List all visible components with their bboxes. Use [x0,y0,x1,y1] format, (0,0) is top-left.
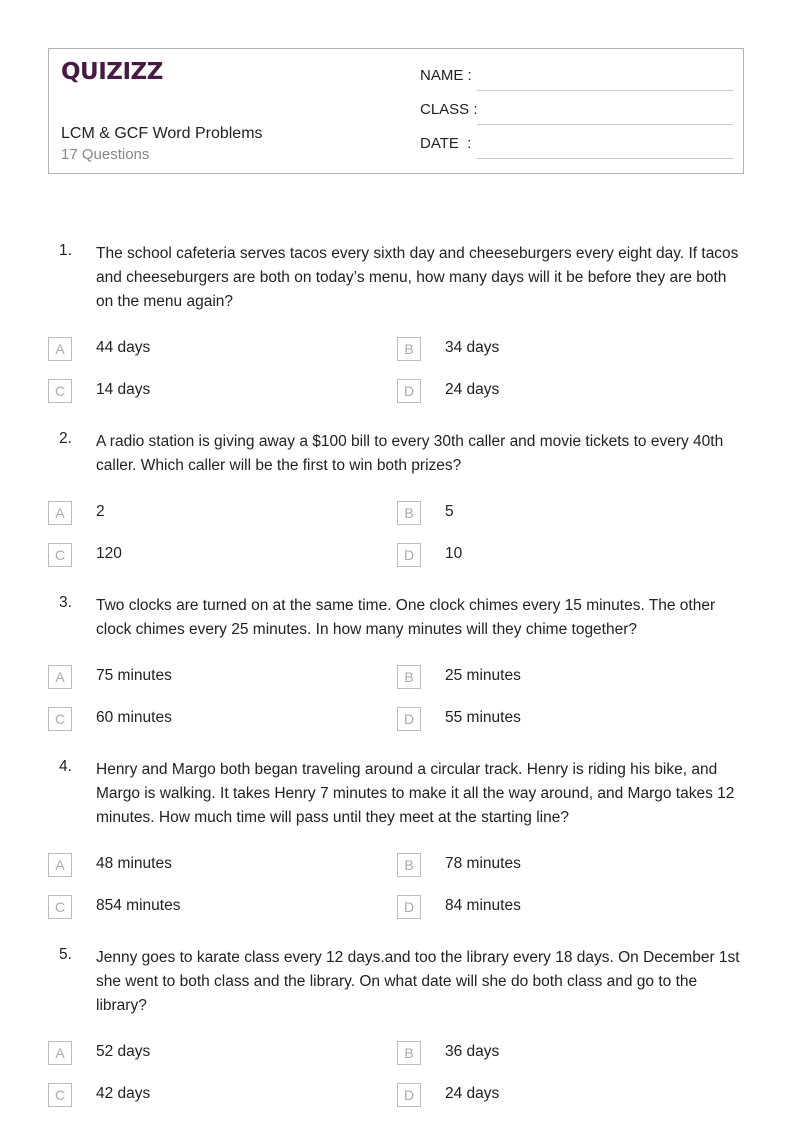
option-text: 84 minutes [445,897,521,914]
option-letter-box: A [48,853,72,877]
question-number: 2. [59,430,72,447]
question-count: 17 Questions [61,146,150,163]
option-b[interactable] [397,1041,727,1065]
option-b[interactable] [397,665,727,689]
option-c[interactable] [48,379,378,403]
name-field[interactable] [420,67,733,91]
question-number: 1. [59,242,72,259]
option-text: 48 minutes [96,855,172,872]
option-d[interactable] [397,707,727,731]
option-b[interactable] [397,501,727,525]
option-text: 2 [96,503,105,520]
option-text: 25 minutes [445,667,521,684]
option-letter-box: B [397,337,421,361]
option-text: 75 minutes [96,667,172,684]
option-letter-box: D [397,1083,421,1107]
option-d[interactable] [397,379,727,403]
option-letter-box: B [397,1041,421,1065]
option-text: 78 minutes [445,855,521,872]
option-a[interactable] [48,1041,378,1065]
option-letter-box: B [397,665,421,689]
question-text: A radio station is giving away a $100 bill to every 30th caller and movie tickets to every 40th caller. Which caller will be the first to win both prizes? [96,433,724,474]
option-text: 14 days [96,381,151,398]
option-b[interactable] [397,853,727,877]
question-text: The school cafeteria serves tacos every sixth day and cheeseburgers every eight day. If tacos and cheeseburgers are both on today’s menu, how many days will it be before they are both on the menu again? [96,245,739,310]
option-text: 24 days [445,1085,500,1102]
option-letter-box: D [397,543,421,567]
name-label: NAME : [420,67,472,84]
option-a[interactable] [48,665,378,689]
option-b[interactable] [397,337,727,361]
date-line[interactable] [477,158,733,159]
option-text: 120 [96,545,122,562]
option-letter-box: B [397,501,421,525]
option-text: 10 [445,545,463,562]
option-letter-box: A [48,337,72,361]
option-d[interactable] [397,1083,727,1107]
option-letter-box: C [48,707,72,731]
worksheet-header [48,48,744,174]
option-letter-box: D [397,707,421,731]
option-c[interactable] [48,1083,378,1107]
option-text: 854 minutes [96,897,181,914]
option-letter-box: C [48,895,72,919]
question-number: 4. [59,758,72,775]
option-letter-box: A [48,665,72,689]
option-letter-box: C [48,543,72,567]
question-number: 3. [59,594,72,611]
option-letter-box: C [48,379,72,403]
name-line[interactable] [477,90,733,91]
option-text: 5 [445,503,454,520]
option-text: 55 minutes [445,709,521,726]
option-letter-box: A [48,1041,72,1065]
option-a[interactable] [48,853,378,877]
option-c[interactable] [48,543,378,567]
option-text: 34 days [445,339,500,356]
option-c[interactable] [48,895,378,919]
option-letter-box: B [397,853,421,877]
worksheet-title: LCM & GCF Word Problems [61,125,263,142]
question-text: Two clocks are turned on at the same time. One clock chimes every 15 minutes. The other clock chimes every 25 minutes. In how many minutes will they chime together? [96,597,716,638]
option-letter-box: D [397,895,421,919]
question-text: Jenny goes to karate class every 12 days.and too the library every 18 days. On December 1st she went to both class and the library. On what date will she do both class and go to the library? [96,949,740,1014]
option-a[interactable] [48,337,378,361]
option-text: 24 days [445,381,500,398]
class-label: CLASS : [420,101,478,118]
option-text: 52 days [96,1043,151,1060]
question-number: 5. [59,946,72,963]
date-field[interactable] [420,135,733,159]
option-text: 42 days [96,1085,151,1102]
option-letter-box: D [397,379,421,403]
option-letter-box: A [48,501,72,525]
option-a[interactable] [48,501,378,525]
option-text: 44 days [96,339,151,356]
option-text: 60 minutes [96,709,172,726]
class-field[interactable] [420,101,733,125]
option-d[interactable] [397,895,727,919]
option-d[interactable] [397,543,727,567]
quizizz-logo: QUIZIZZ [61,59,163,85]
date-label: DATE : [420,135,472,152]
option-letter-box: C [48,1083,72,1107]
option-c[interactable] [48,707,378,731]
class-line[interactable] [477,124,733,125]
option-text: 36 days [445,1043,500,1060]
question-text: Henry and Margo both began traveling around a circular track. Henry is riding his bike, and Margo is walking. It takes Henry 7 minutes to make it all the way around, and Margo takes 12 minutes. How much time will pass until they meet at the starting line? [96,761,735,826]
